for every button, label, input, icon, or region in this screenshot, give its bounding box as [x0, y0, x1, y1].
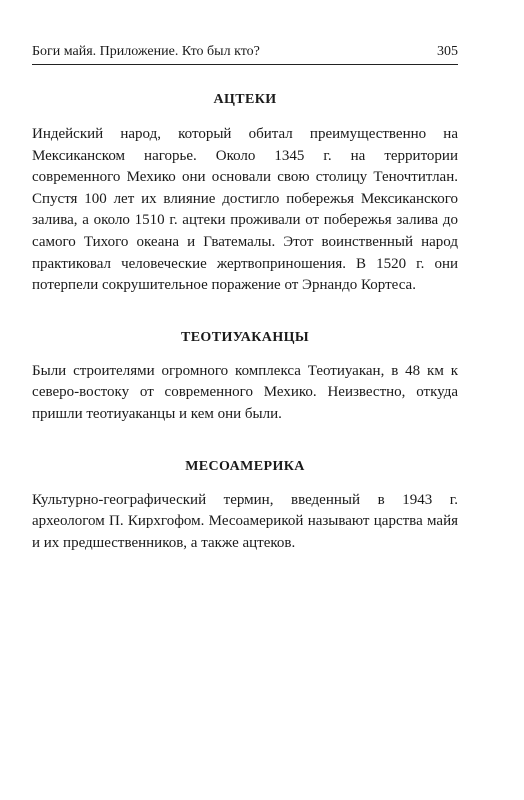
page-content: [32, 84, 458, 554]
page-number: 305: [437, 44, 458, 59]
section-heading-aztecs: АЦТЕКИ: [213, 92, 277, 107]
section-paragraph-mesoamerica: Культурно-географический термин, введенный в 1943 г. археологом П. Кирхгофом. Месоамерикой называют царства майя и их предшественников, а также ацтеков.: [32, 491, 458, 551]
section-paragraph-aztecs: Индейский народ, который обитал преимущественно на Мексиканском нагорье. Около 1345 г. на территории современного Мехико они основали свою столицу Теночтитлан. Спустя 100 лет их влияние достигло побережья Мексиканского залива, а около 1510 г. ацтеки проживали от побережья залива до самого Тихого океана и Гватемалы. Этот воинственный народ практиковал человеческие жертвоприношения. В 1520 г. они потерпели сокрушительное поражение от Эрнандо Кортеса.: [32, 126, 458, 294]
section-paragraph-teotihuacans: Были строителями огромного комплекса Теотиуакан, в 48 км к северо-востоку от современного Мехико. Неизвестно, откуда пришли теотиуаканцы и кем они были.: [32, 362, 458, 422]
running-header-title: Боги майя. Приложение. Кто был кто?: [32, 44, 260, 59]
header-rule: [32, 64, 458, 65]
section-heading-mesoamerica: МЕСОАМЕРИКА: [185, 458, 305, 474]
running-header: [32, 42, 458, 62]
section-heading-teotihuacans: ТЕОТИУАКАНЦЫ: [180, 329, 310, 345]
